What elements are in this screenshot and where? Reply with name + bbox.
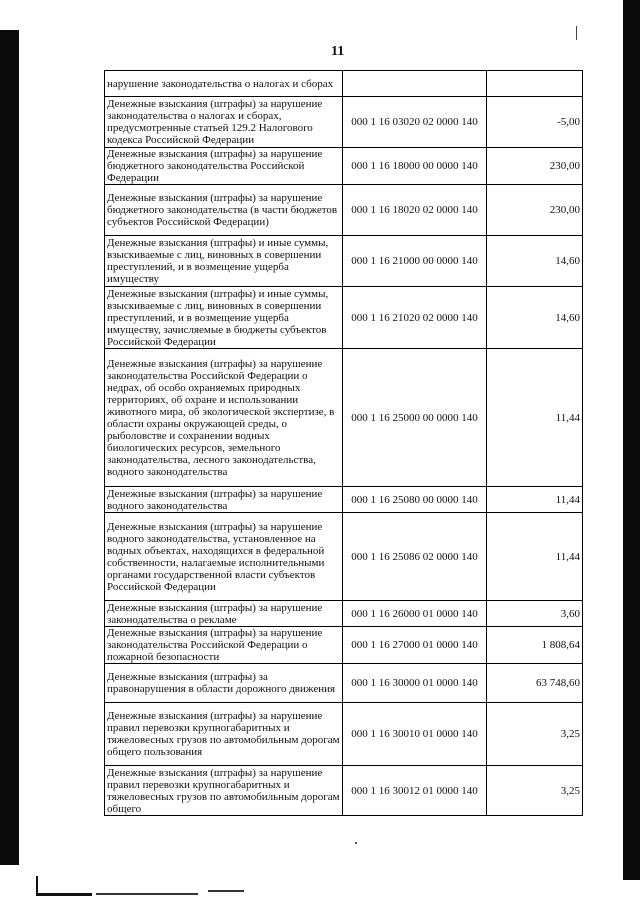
row-code: 000 1 16 27000 01 0000 140: [343, 627, 487, 664]
row-description: Денежные взыскания (штрафы) за нарушение бюджетного законодательства Российской Федерации: [105, 148, 343, 185]
row-value: 11,44: [487, 349, 583, 487]
row-code: 000 1 16 25080 00 0000 140: [343, 487, 487, 513]
row-description: Денежные взыскания (штрафы) за нарушение бюджетного законодательства (в части бюджетов субъектов Российской Федерации): [105, 185, 343, 236]
scan-edge-right: [623, 0, 640, 880]
row-code: 000 1 16 30010 01 0000 140: [343, 703, 487, 766]
row-description: Денежные взыскания (штрафы) и иные суммы, взыскиваемые с лиц, виновных в совершении преступлений, и в возмещение ущерба имуществу: [105, 236, 343, 287]
row-value: 3,60: [487, 601, 583, 627]
table-row: [105, 148, 583, 185]
row-code: 000 1 16 18000 00 0000 140: [343, 148, 487, 185]
table-row: [105, 349, 583, 487]
table-row: [105, 513, 583, 601]
revenue-table: [104, 70, 583, 816]
row-value: 11,44: [487, 487, 583, 513]
row-code: 000 1 16 21020 02 0000 140: [343, 287, 487, 349]
scan-line: [208, 890, 244, 892]
table-row: [105, 601, 583, 627]
table-row: [105, 71, 583, 97]
row-code: 000 1 16 30000 01 0000 140: [343, 664, 487, 703]
row-description: Денежные взыскания (штрафы) и иные суммы, взыскиваемые с лиц, виновных в совершении преступлений, и в возмещение ущерба имуществу, зачисляемые в бюджеты субъектов Российской Федерации: [105, 287, 343, 349]
row-value: [487, 71, 583, 97]
table-row: [105, 236, 583, 287]
row-value: 3,25: [487, 766, 583, 816]
table-row: [105, 703, 583, 766]
row-description: нарушение законодательства о налогах и сборах: [105, 71, 343, 97]
row-value: 3,25: [487, 703, 583, 766]
row-value: 14,60: [487, 236, 583, 287]
row-description: Денежные взыскания (штрафы) за нарушение законодательства Российской Федерации о пожарной безопасности: [105, 627, 343, 664]
scan-edge-left: [0, 30, 19, 865]
row-description: Денежные взыскания (штрафы) за нарушение водного законодательства: [105, 487, 343, 513]
scan-line: [96, 893, 198, 895]
row-value: 230,00: [487, 185, 583, 236]
row-value: 14,60: [487, 287, 583, 349]
row-description: Денежные взыскания (штрафы) за нарушение законодательства Российской Федерации о недрах, об особо охраняемых природных территориях, об охране и использовании животного мира, об экологической экспертизе, в области охраны окружающей среды, о рыболовстве и сохранении водных биологических ресурсов, земельного законодательства, лесного законодательства, водного законодательства: [105, 349, 343, 487]
row-description: Денежные взыскания (штрафы) за нарушение законодательства о налогах и сборах, предусмотренные статьей 129.2 Налогового кодекса Российской Федерации: [105, 97, 343, 148]
scan-mark: [576, 26, 577, 40]
row-code: [343, 71, 487, 97]
table-row: [105, 766, 583, 816]
row-value: -5,00: [487, 97, 583, 148]
scan-line: [36, 893, 92, 896]
row-code: 000 1 16 26000 01 0000 140: [343, 601, 487, 627]
row-code: 000 1 16 03020 02 0000 140: [343, 97, 487, 148]
row-description: Денежные взыскания (штрафы) за нарушение водного законодательства, установленное на водных объектах, находящихся в федеральной собственности, налагаемые исполнительными органами государственной власти субъектов Российской Федерации: [105, 513, 343, 601]
row-description: Денежные взыскания (штрафы) за нарушение правил перевозки крупногабаритных и тяжеловесных грузов по автомобильным дорогам общего: [105, 766, 343, 816]
table-row: [105, 287, 583, 349]
row-description: Денежные взыскания (штрафы) за правонарушения в области дорожного движения: [105, 664, 343, 703]
scan-mark: [36, 876, 38, 894]
row-value: 230,00: [487, 148, 583, 185]
row-code: 000 1 16 30012 01 0000 140: [343, 766, 487, 816]
table-row: [105, 185, 583, 236]
row-value: 63 748,60: [487, 664, 583, 703]
table-row: [105, 97, 583, 148]
row-value: 1 808,64: [487, 627, 583, 664]
row-value: 11,44: [487, 513, 583, 601]
table-row: [105, 627, 583, 664]
row-code: 000 1 16 25000 00 0000 140: [343, 349, 487, 487]
row-code: 000 1 16 21000 00 0000 140: [343, 236, 487, 287]
table-row: [105, 664, 583, 703]
row-code: 000 1 16 25086 02 0000 140: [343, 513, 487, 601]
row-description: Денежные взыскания (штрафы) за нарушение правил перевозки крупногабаритных и тяжеловесных грузов по автомобильным дорогам общего пользования: [105, 703, 343, 766]
table-row: [105, 487, 583, 513]
row-description: Денежные взыскания (штрафы) за нарушение законодательства о рекламе: [105, 601, 343, 627]
page-number: 11: [331, 44, 345, 59]
scan-dot: [355, 842, 357, 844]
row-code: 000 1 16 18020 02 0000 140: [343, 185, 487, 236]
